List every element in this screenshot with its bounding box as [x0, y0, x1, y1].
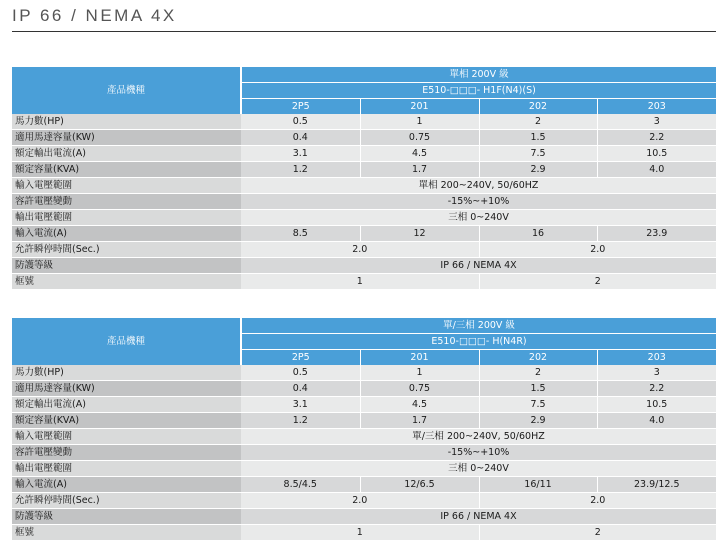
row-label: 額定輸出電流(A) — [12, 397, 241, 413]
table-row — [12, 477, 716, 493]
row-label: 框號 — [12, 274, 241, 290]
table-row — [12, 226, 716, 242]
table-cell: 0.75 — [360, 130, 479, 146]
row-label: 額定容量(KVA) — [12, 162, 241, 178]
table-cell: IP 66 / NEMA 4X — [241, 258, 716, 274]
spec-table-body — [12, 114, 716, 290]
table-cell: 1 — [360, 365, 479, 381]
row-label: 馬力數(HP) — [12, 114, 241, 130]
table-cell: 16/11 — [479, 477, 597, 493]
table-cell: 0.4 — [241, 381, 360, 397]
table-cell: 三相 0~240V — [241, 461, 716, 477]
table-cell: 1.5 — [479, 381, 597, 397]
table-cell: 16 — [479, 226, 597, 242]
row-label: 容許電壓變動 — [12, 445, 241, 461]
table-cell: 1.7 — [360, 413, 479, 429]
table-cell: 4.0 — [597, 162, 716, 178]
column-header: 203 — [597, 99, 716, 115]
table-row — [12, 258, 716, 274]
table-row — [12, 445, 716, 461]
model-number-header: E510-□□□- H1F(N4)(S) — [241, 83, 716, 99]
table-cell: 4.5 — [360, 146, 479, 162]
spec-table-body — [12, 365, 716, 541]
row-label: 適用馬達容量(KW) — [12, 130, 241, 146]
row-label: 輸入電流(A) — [12, 477, 241, 493]
column-header: 2P5 — [241, 350, 360, 366]
table-cell: 2 — [479, 274, 716, 290]
table-cell: 1.2 — [241, 162, 360, 178]
row-label: 輸出電壓範圍 — [12, 210, 241, 226]
table-cell: 12/6.5 — [360, 477, 479, 493]
spec-table-single-three-phase — [12, 318, 716, 541]
table-cell: 3.1 — [241, 397, 360, 413]
spec-table-single-phase — [12, 67, 716, 290]
table-row — [12, 381, 716, 397]
table-cell: IP 66 / NEMA 4X — [241, 509, 716, 525]
row-label: 適用馬達容量(KW) — [12, 381, 241, 397]
table-cell: 23.9/12.5 — [597, 477, 716, 493]
model-number-header: E510-□□□- H(N4R) — [241, 334, 716, 350]
table-cell: 2.0 — [479, 493, 716, 509]
table-cell: 4.0 — [597, 413, 716, 429]
table-cell: 7.5 — [479, 146, 597, 162]
table-cell: 0.5 — [241, 114, 360, 130]
row-label: 輸入電壓範圍 — [12, 429, 241, 445]
table-cell: 4.5 — [360, 397, 479, 413]
table-cell: 7.5 — [479, 397, 597, 413]
table-row — [12, 397, 716, 413]
table-cell: 2.9 — [479, 162, 597, 178]
row-label: 允許瞬停時間(Sec.) — [12, 242, 241, 258]
table-cell: -15%~+10% — [241, 194, 716, 210]
table-cell: 1 — [241, 525, 479, 541]
table-cell: 1 — [360, 114, 479, 130]
column-header: 201 — [360, 350, 479, 366]
table-cell: 0.75 — [360, 381, 479, 397]
row-label: 防護等級 — [12, 509, 241, 525]
table-row — [12, 525, 716, 541]
table-cell: 10.5 — [597, 146, 716, 162]
row-label: 允許瞬停時間(Sec.) — [12, 493, 241, 509]
row-label: 馬力數(HP) — [12, 365, 241, 381]
row-label: 輸入電壓範圍 — [12, 178, 241, 194]
table-cell: 2.9 — [479, 413, 597, 429]
table-row — [12, 509, 716, 525]
table-cell: 2.0 — [241, 242, 479, 258]
table-cell: 3 — [597, 114, 716, 130]
product-model-header: 產品機種 — [12, 67, 241, 114]
table-cell: 三相 0~240V — [241, 210, 716, 226]
table-row — [12, 146, 716, 162]
row-label: 輸出電壓範圍 — [12, 461, 241, 477]
table-row — [12, 493, 716, 509]
table-cell: 0.4 — [241, 130, 360, 146]
table-row — [12, 210, 716, 226]
table-cell: 10.5 — [597, 397, 716, 413]
table-row — [12, 178, 716, 194]
table-cell: 2.0 — [241, 493, 479, 509]
table-cell: 8.5 — [241, 226, 360, 242]
row-label: 輸入電流(A) — [12, 226, 241, 242]
column-header: 202 — [479, 350, 597, 366]
table-cell: 單相 200~240V, 50/60HZ — [241, 178, 716, 194]
column-header: 201 — [360, 99, 479, 115]
row-label: 防護等級 — [12, 258, 241, 274]
row-label: 框號 — [12, 525, 241, 541]
table-cell: 2.0 — [479, 242, 716, 258]
table-cell: 12 — [360, 226, 479, 242]
table-row — [12, 413, 716, 429]
table-row — [12, 130, 716, 146]
table-row — [12, 365, 716, 381]
table-cell: 1.2 — [241, 413, 360, 429]
table-cell: 3.1 — [241, 146, 360, 162]
table-cell: 8.5/4.5 — [241, 477, 360, 493]
table-row — [12, 194, 716, 210]
table-row — [12, 429, 716, 445]
column-header: 203 — [597, 350, 716, 366]
table-cell: 2 — [479, 525, 716, 541]
table-cell: -15%~+10% — [241, 445, 716, 461]
row-label: 額定輸出電流(A) — [12, 146, 241, 162]
phase-header: 單/三相 200V 級 — [241, 318, 716, 334]
table-row — [12, 242, 716, 258]
table-cell: 3 — [597, 365, 716, 381]
table-cell: 單/三相 200~240V, 50/60HZ — [241, 429, 716, 445]
table-cell: 1.7 — [360, 162, 479, 178]
table-row — [12, 461, 716, 477]
table-cell: 2.2 — [597, 130, 716, 146]
table-cell: 0.5 — [241, 365, 360, 381]
title-divider — [12, 31, 716, 32]
table-cell: 1.5 — [479, 130, 597, 146]
table-cell: 23.9 — [597, 226, 716, 242]
page-title: IP 66 / NEMA 4X — [12, 6, 177, 25]
table-row — [12, 162, 716, 178]
table-cell: 1 — [241, 274, 479, 290]
row-label: 容許電壓變動 — [12, 194, 241, 210]
row-label: 額定容量(KVA) — [12, 413, 241, 429]
table-row — [12, 114, 716, 130]
column-header: 2P5 — [241, 99, 360, 115]
phase-header: 單相 200V 級 — [241, 67, 716, 83]
column-header: 202 — [479, 99, 597, 115]
table-row — [12, 274, 716, 290]
product-model-header: 產品機種 — [12, 318, 241, 365]
table-cell: 2.2 — [597, 381, 716, 397]
table-cell: 2 — [479, 365, 597, 381]
table-cell: 2 — [479, 114, 597, 130]
